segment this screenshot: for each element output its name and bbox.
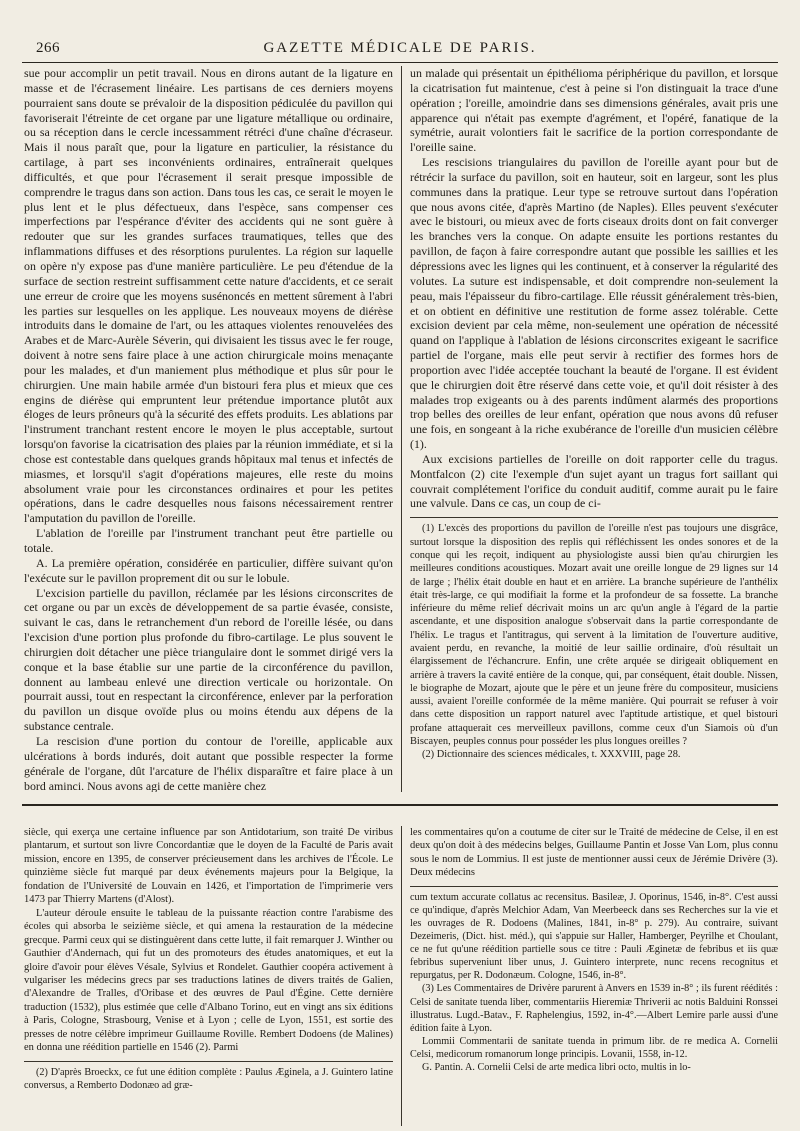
paragraph: sue pour accomplir un petit travail. Nous en dirons autant de la ligature en masse et de l'écrasement linéaire. Les partisans de ces derniers moyens pourraient sans doute se prévaloir de la disposition pédiculée du pavillon qui favoriserait l'étreinte de cet organe par une ligature métallique ou ordinaire, ou sa réception dans le cercle incessamment rétréci d'une chaîne d'écraseur. Mais il nous paraît que, pour la ligature en particulier, la résistance du cartilage, à part ses inconvénients ordinaires, entraînerait quelques difficultés, et que pour l'écrasement il serait presque impossible de comprendre le tragus dans son action. Dans tous les cas, ce serait le moyen le plus lent et le plus défectueux, dans l'espèce, sans compenser ces imperfections par l'espérance d'éviter des accidents qui ne sont guère à redouter que sur les grandes surfaces traumatiques, telles que des inflammations diffuses et des résorptions purulentes. La région sur laquelle on opère n'y expose pas d'une manière particulière. Le peu d'étendue de la surface de section restreint suffisamment cette nature d'accidents, et ce serait une erreur de croire que les moyens susénoncés en mettent sûrement à l'abri les parties sur lesquelles on les applique. Les nouveaux moyens de diérèse introduits dans le domaine de l'art, ou les attaques violentes renouvelées des Arabes et de Marc-Aurèle Séverin, qui divisaient les tissus avec le fer rouge, doivent à notre sens faire place à une action chirurgicale moins menaçante pour les malades, et d'un maniement plus méthodique et plus sûr pour le chirurgien. Une main habile armée d'un bistouri fera plus et mieux que ces engins de diérèse qui empruntent leur prétendue importance plutôt aux éloges de leurs prôneurs qu'à la sécurité des effets produits. Les ablations par l'instrument tranchant restent encore le moyen le plus acceptable, surtout lorsqu'on favorise la cicatrisation des plaies par la réunion immédiate, et si la chose est contestable dans quelques grands hôpitaux mal tenus et infectés de miasmes, et lorsqu'il s'agit d'opérations majeures, elle reste du moins absolument vraie pour les circonstances ordinaires et pour les petites opérations, dans le cadre desquelles nous faisons nécessairement rentrer l'amputation du pavillon de l'oreille.: [24, 66, 393, 526]
page-number: 266: [36, 40, 60, 56]
main-article: [24, 66, 778, 792]
footnote-rule: [410, 886, 778, 887]
footnote-rule: [410, 517, 778, 518]
footnotes: [24, 1066, 393, 1092]
paragraph: A. La première opération, considérée en particulier, diffère suivant qu'on l'exécute sur le pavillon proprement dit ou sur le lobule.: [24, 555, 393, 585]
footnote: (1) L'excès des proportions du pavillon de l'oreille n'est pas toujours une disgrâce, surtout lorsque la disposition des replis qui réfléchissent les ondes sonores et de la conque qui les reçoit, indiquent au physiologiste aussi bien qu'au chirurgien les meilleures conditions acoustiques. Mozart avait une oreille longue de 29 lignes sur 14 de large ; l'hélix était double en haut et en arrière. La branche supérieure de l'anthélix était très-large, ce qui modifiait la forme et la profondeur de sa fossette. La branche inférieure du même relief décrivait moins un arc qu'un angle à l'égard de la partie ascendante, et une disposition analogue s'observait dans la partie correspondante de l'hélix. Le tragus et l'antitragus, qui servent à la limitation de l'ouverture auditive, avaient perdu, en revanche, la moitié de leur saillie ordinaire, d'où résultait un élargissement de l'échancrure. Enfin, une crête arquée se dirigeait obliquement en arrière à travers la cavité entière de la conque, qui, par conséquent, était double. Nissen, le biographe de Mozart, ajoute que le père et un jeune frère du compositeur, musiciens aussi, avaient l'oreille conformée de la même manière. Qui pourrait se refuser à voir dans cette disposition un rapport naturel avec l'aptitude artistique, et quel bistouri profane attaquerait ces merveilleux pavillons, comme ceux d'un Siamois où d'un Biscayen, peuples connus pour posséder les plus longues oreilles ?: [410, 523, 778, 748]
right-column: [410, 66, 778, 792]
footnotes: [410, 891, 778, 1074]
paragraph: Aux excisions partielles de l'oreille on doit rapporter celle du tragus. Montfalcon (2) cite l'exemple d'un sujet ayant un tragus fort saillant qui couvrait complétement l'orifice du conduit auditif, comme aurait pu le faire une valvule. Dans ce cas, un coup de ci-: [410, 451, 778, 511]
paragraph: L'excision partielle du pavillon, réclamée par les lésions circonscrites de cet organe ou par un excès de développement de sa partie évasée, consiste, suivant le cas, dans le retranchement d'un rebord de l'oreille lésée, ou dans l'excision d'une portion plus profonde du fibro-cartilage. Le plus souvent le chirurgien doit détacher une pièce triangulaire dont le sommet dirigé vers la conque et la base établie sur une partie de la circonférence du pavillon, donnent au lambeau enlevé une direction verticale ou horizontale. On pourrait aussi, tout en respectant la circonférence, enlever par la perforation du pavillon un disque ovoïde plus ou moins étendu aux dépens de la substance centrale.: [24, 585, 393, 734]
footnote: (3) Les Commentaires de Drivère parurent à Anvers en 1539 in-8° ; ils furent réédités : Celsi de sanitate tuenda liber, commentariis Hieremiæ Thriverii ac notis Balduini Ronssei illustratus. Lugd.-Batav., F. Raphelengius, 1592, in-4°.—Albert Lemire parle aussi d'une édition faite à Lyon.: [410, 983, 778, 1034]
paragraph: siècle, qui exerça une certaine influence par son Antidotarium, son traité De viribus plantarum, et surtout son livre Concordantiæ que le doyen de la Faculté de Paris avait mission, encore en 1395, de conserver précieusement dans les archives de l'École. Le quinzième siècle fut marqué par deux événements majeurs pour la Belgique, la fondation de l'Université de Louvain en 1426, et l'importation de l'imprimerie vers 1473 par Thierry Martens (d'Alost).: [24, 827, 393, 906]
paragraph: La rescision d'une portion du contour de l'oreille, applicable aux ulcérations à bords indurés, doit autant que possible respecter la forme générale de l'organe, dût l'arcature de l'hélix disparaître et faire place à un bord aminci. Nous avons agi de cette manière chez: [24, 733, 393, 792]
footnote: (2) Dictionnaire des sciences médicales, t. XXXVIII, page 28.: [422, 749, 681, 761]
paragraph: L'auteur déroule ensuite le tableau de la puissante réaction contre l'arabisme des écoles qui absorba le seizième siècle, et qui amena la restauration de la médecine grecque. Parmi ceux qui se distinguèrent dans cette lutte, il fait remarquer J. Winther ou Gauthier d'Andernach, qui fut un des promoteurs des études anatomiques, et eut la gloire d'avoir pour élèves Vésale, Sylvius et Rondelet. Gauthier coopéra activement à vulgariser les médecins grecs par ses traductions latines de divers traités de Galien, d'Alexandre de Tralles, d'Oribase et des œuvres de Paul d'Égine. Cette dernière traduction (1532), plus estimée que celle d'Albano Torino, eut en vingt ans six éditions à Paris, Cologne, Strasbourg, Venise et à Lyon ; celle de Lyon, 1551, est sortie des presses de notre célèbre imprimeur Guillaume Roville. Rembert Dodoens (de Malines) en donna une réédition partielle en 1546 (2). Parmi: [24, 907, 393, 1054]
footnote: Lommii Commentarii de sanitate tuenda in primum libr. de re medica A. Cornelii Celsi, medicorum romanorum longe principis. Lovanii, 1558, in-12.: [410, 1035, 778, 1060]
bottom-right-column: [410, 826, 778, 1126]
footnote: cum textum accurate collatus ac recensitus. Basileæ, J. Oporinus, 1546, in-8°. C'est aussi ce qu'indique, d'après Melchior Adam, Van Meerbeeck dans ses Recherches sur la vie et les ouvrages de R. Dodoens (Malines, 1841, in-8° p. 279). Au contraire, suivant Dezeimeris, (Dict. hist. méd.), qui s'appuie sur Haller, Hamberger, Peyrilhe et Choulant, ce ne fut qu'une réédition partielle sous ce titre : Pauli Æginetæ de febribus et iis quæ febribus superveniunt liber unus, J. Guintero interprete, nunc recens recognitus et repurgatus, per R. Dodonæum. Cologne, 1546, in-8°.: [410, 891, 778, 982]
section-divider: [22, 804, 778, 806]
left-column: [24, 66, 393, 792]
paragraph: les commentaires qu'on a coutume de citer sur le Traité de médecine de Celse, il en est deux qu'on doit à des médecins belges, Guillaume Pantin et Josse Van Lom, plus connu sous le nom de Lommius. Il est juste de mentionner aussi ceux de Jérémie Drivère (3). Deux médecins: [410, 827, 778, 879]
column-divider: [401, 826, 402, 1126]
page-header: [22, 36, 778, 63]
paragraph: un malade qui présentait un épithélioma périphérique du pavillon, et lorsque la cicatrisation fut maintenue, c'est à peine si l'on distinguait la trace d'une opération ; l'oreille, amoindrie dans ses dimensions générales, avait pris une apparence qui n'était pas exempte d'agrément, et l'opéré, fanatique de la symétrie, aurait volontiers fait le sacrifice de la portion correspondante de l'oreille saine.: [410, 66, 778, 155]
journal-title: GAZETTE MÉDICALE DE PARIS.: [263, 40, 537, 56]
paragraph: Les rescisions triangulaires du pavillon de l'oreille ayant pour but de rétrécir la surface du pavillon, soit en hauteur, soit en largeur, sont les plus communes dans la pratique. Leur type se retrouve surtout dans l'opération que nous avons citée, d'après Martino (de Naples). Elles peuvent s'exécuter avec le bistouri, ou mieux avec de forts ciseaux droits dont on fait converger les branches vers la conque. On adapte ensuite les portions restantes du pavillon, de façon à faire correspondre autant que possible les saillies et les dépressions avec les lignes qui les continuent, et à conserver la régularité des volutes. La suture est indispensable, et doit comprendre non-seulement la peau, mais l'épaisseur du fibro-cartilage. Elle réussit généralement très-bien, et on obtient en définitive une restitution de forme assez tolérable. Cette excision devient par cela même, non-seulement une opération de nécessité quand on l'applique à l'ablation de lésions circonscrites exigeant le sacrifice partiel de l'organe, mais elle peut servir à rectifier des formes hors de proportion avec l'idée acceptée touchant la beauté de l'organe. Il est évident que le chirurgien doit être réservé dans cette voie, et qu'il doit résister à des malades trop exigeants ou à des parents indûment alarmés des proportions trop belles des oreilles de leur enfant, opération que nous avons dû refuser une fois, en songeant à la riche exubérance de l'oreille d'un musicien célèbre (1).: [410, 155, 778, 452]
footnote-rule: [24, 1061, 393, 1062]
bottom-left-column: [24, 826, 393, 1126]
footnote: G. Pantin. A. Cornelii Celsi de arte medica libri octo, multis in lo-: [422, 1062, 691, 1074]
column-divider: [401, 66, 402, 792]
footnotes: [410, 522, 778, 761]
paragraph: L'ablation de l'oreille par l'instrument tranchant peut être partielle ou totale.: [24, 526, 393, 555]
footnote: (2) D'après Broeckx, ce fut une édition complète : Paulus Æginela, a J. Guintero latine conversus, a Remberto Dodonæo ad græ-: [24, 1066, 393, 1091]
feuilleton-section: [24, 826, 778, 1126]
